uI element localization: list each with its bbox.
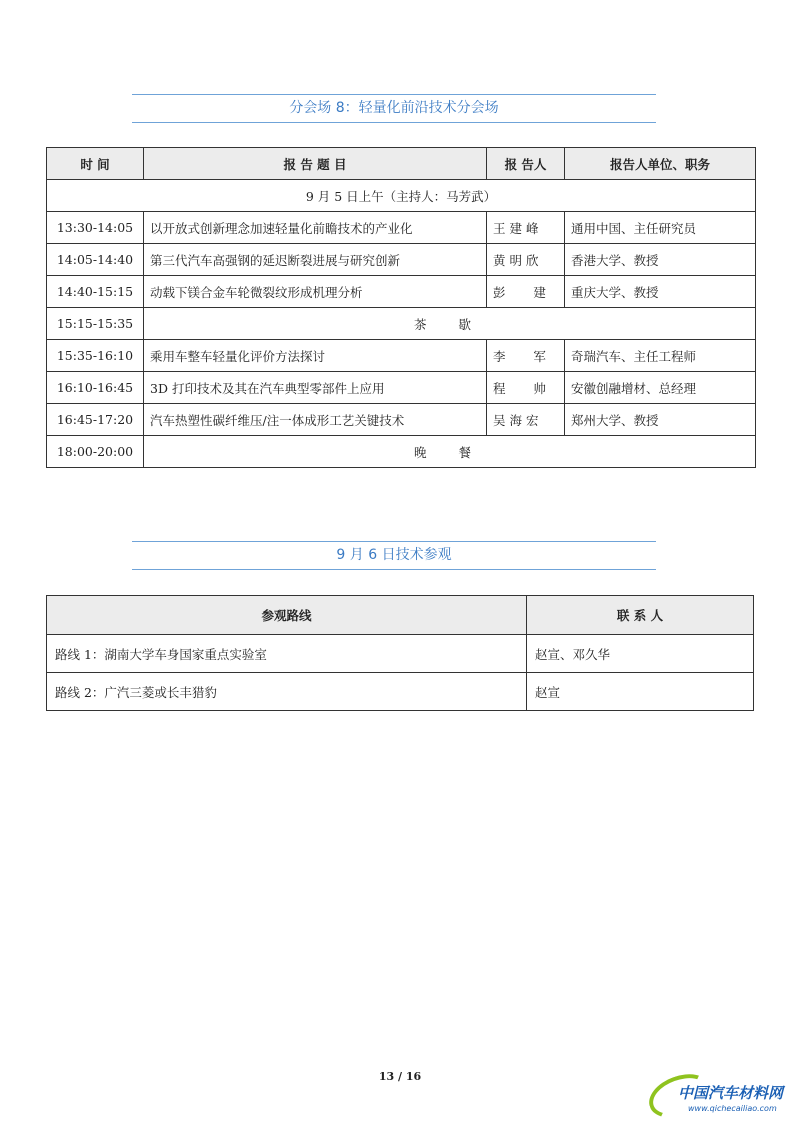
- logo-url: www.qichecailiao.com: [688, 1104, 777, 1113]
- table-row: [47, 635, 754, 673]
- header-speaker: 报 告人: [487, 148, 565, 180]
- dinner-time: 18:00-20:00: [47, 436, 144, 468]
- row-speaker: 彭 建: [487, 276, 565, 308]
- row-org: 安徽创融增材、总经理: [565, 372, 756, 404]
- row-topic: 乘用车整车轻量化评价方法探讨: [144, 340, 487, 372]
- header-time: 时 间: [47, 148, 144, 180]
- day-row: [47, 180, 756, 212]
- row-topic: 第三代汽车高强钢的延迟断裂进展与研究创新: [144, 244, 487, 276]
- dinner-label: [144, 436, 756, 468]
- header-contact: 联 系 人: [527, 596, 754, 635]
- route-cell: 路线 2：广汽三菱或长丰猎豹: [47, 673, 527, 711]
- visit-title: 9 月 6 日技术参观: [132, 541, 656, 570]
- row-org: 奇瑞汽车、主任工程师: [565, 340, 756, 372]
- row-time: 14:40-15:15: [47, 276, 144, 308]
- table-row: [47, 340, 756, 372]
- break-row: [47, 308, 756, 340]
- row-org: 重庆大学、教授: [565, 276, 756, 308]
- header-route: 参观路线: [47, 596, 527, 635]
- row-topic: 3D 打印技术及其在汽车典型零部件上应用: [144, 372, 487, 404]
- dinner-label-text: 晚 餐: [414, 444, 485, 460]
- visit-table: [46, 595, 754, 711]
- site-logo: [648, 1068, 798, 1126]
- row-topic: 动载下镁合金车轮微裂纹形成机理分析: [144, 276, 487, 308]
- row-time: 13:30-14:05: [47, 212, 144, 244]
- table-row: [47, 404, 756, 436]
- table-row: [47, 372, 756, 404]
- header-org: 报告人单位、职务: [565, 148, 756, 180]
- table-row: [47, 212, 756, 244]
- header-topic: 报 告 题 目: [144, 148, 487, 180]
- visit-header-row: [47, 596, 754, 635]
- row-speaker: 李 军: [487, 340, 565, 372]
- table-row: [47, 276, 756, 308]
- contact-cell: 赵宣: [527, 673, 754, 711]
- row-time: 16:10-16:45: [47, 372, 144, 404]
- table-row: [47, 673, 754, 711]
- row-speaker: 王 建 峰: [487, 212, 565, 244]
- route-cell: 路线 1：湖南大学车身国家重点实验室: [47, 635, 527, 673]
- row-time: 15:35-16:10: [47, 340, 144, 372]
- row-speaker: 吴 海 宏: [487, 404, 565, 436]
- row-topic: 以开放式创新理念加速轻量化前瞻技术的产业化: [144, 212, 487, 244]
- schedule-header-row: [47, 148, 756, 180]
- session-title: 分会场 8：轻量化前沿技术分会场: [132, 94, 656, 123]
- schedule-table: [46, 147, 756, 468]
- row-time: 14:05-14:40: [47, 244, 144, 276]
- page-number: 13 / 16: [378, 1070, 422, 1083]
- logo-name: 中国汽车材料网: [678, 1084, 784, 1102]
- row-org: 香港大学、教授: [565, 244, 756, 276]
- row-time: 16:45-17:20: [47, 404, 144, 436]
- row-topic: 汽车热塑性碳纤维压/注一体成形工艺关键技术: [144, 404, 487, 436]
- contact-cell: 赵宣、邓久华: [527, 635, 754, 673]
- break-label: [144, 308, 756, 340]
- row-org: 通用中国、主任研究员: [565, 212, 756, 244]
- day-label: 9 月 5 日上午（主持人：马芳武）: [47, 180, 756, 212]
- table-row: [47, 244, 756, 276]
- dinner-row: [47, 436, 756, 468]
- row-org: 郑州大学、教授: [565, 404, 756, 436]
- row-speaker: 黄 明 欣: [487, 244, 565, 276]
- break-time: 15:15-15:35: [47, 308, 144, 340]
- break-label-text: 茶 歇: [414, 316, 485, 332]
- row-speaker: 程 帅: [487, 372, 565, 404]
